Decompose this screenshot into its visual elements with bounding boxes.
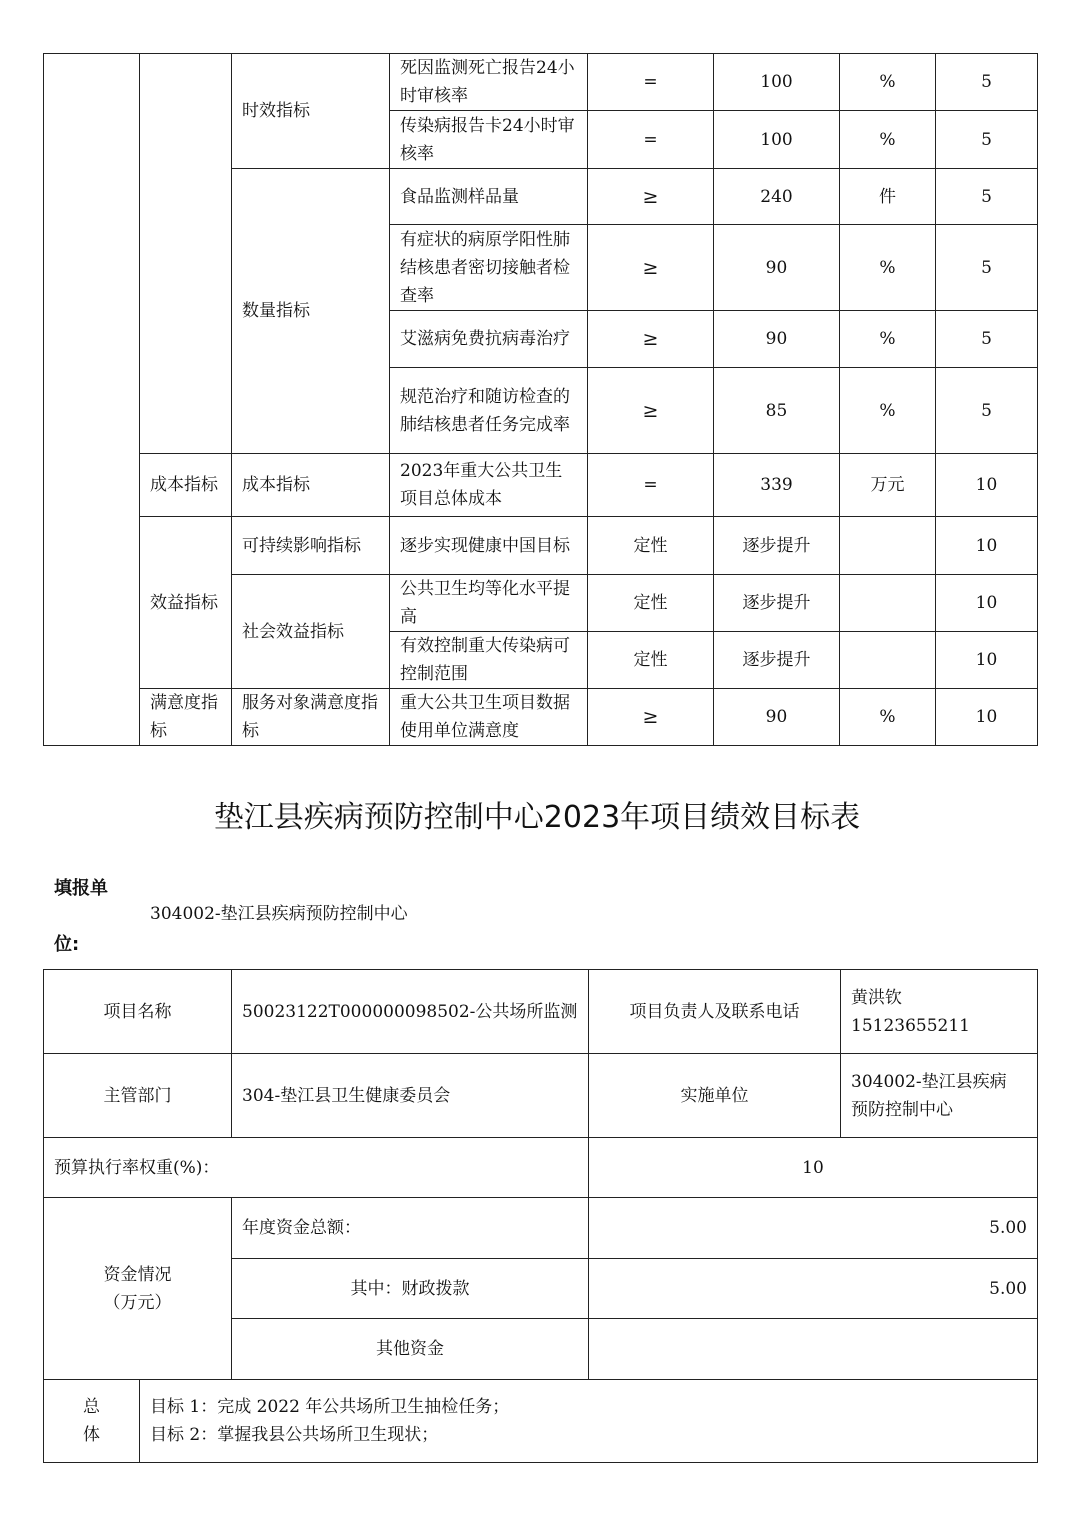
operator: 定性: [588, 632, 714, 689]
other-label: 其他资金: [232, 1319, 589, 1380]
level1-cell: [44, 54, 140, 746]
indicator-name: 重大公共卫生项目数据使用单位满意度: [390, 689, 588, 746]
weight: 5: [936, 169, 1038, 225]
project-form-table: [43, 969, 1038, 1463]
operator: =: [588, 54, 714, 111]
impl-line2: 预防控制中心: [851, 1099, 953, 1120]
unit: %: [840, 54, 936, 111]
unit: 件: [840, 169, 936, 225]
unit: 万元: [840, 454, 936, 517]
impl-label: 实施单位: [589, 1054, 841, 1138]
unit: %: [840, 368, 936, 454]
total-value: 5.00: [589, 1198, 1038, 1259]
target-value: 90: [714, 311, 840, 368]
indicator-table: [43, 53, 1038, 746]
target-value: 逐步提升: [714, 517, 840, 575]
level3-cell: 数量指标: [232, 169, 390, 454]
target-value: 100: [714, 111, 840, 169]
unit: [840, 517, 936, 575]
goal-cell: [140, 1380, 1038, 1463]
operator: ≥: [588, 368, 714, 454]
unit: %: [840, 311, 936, 368]
funds-label-line2: （万元）: [103, 1292, 172, 1313]
dept-value: 304-垫江县卫生健康委员会: [232, 1054, 589, 1138]
indicator-name: 传染病报告卡24小时审核率: [390, 111, 588, 169]
target-value: 90: [714, 689, 840, 746]
target-value: 90: [714, 225, 840, 311]
indicator-name: 有效控制重大传染病可控制范围: [390, 632, 588, 689]
goal-label-line2: 体: [83, 1425, 100, 1445]
indicator-name: 逐步实现健康中国目标: [390, 517, 588, 575]
leader-phone: 15123655211: [851, 1015, 970, 1036]
indicator-name: 公共卫生均等化水平提高: [390, 575, 588, 632]
weight: 5: [936, 54, 1038, 111]
leader-cell: [841, 970, 1038, 1054]
unit-value: 304002-垫江县疾病预防控制中心: [150, 904, 408, 924]
project-name-value: 50023122T000000098502-公共场所监测: [232, 970, 589, 1054]
indicator-name: 食品监测样品量: [390, 169, 588, 225]
goal-label-cell: [44, 1380, 140, 1463]
leader-name: 黄洪钦: [851, 987, 902, 1008]
target-value: 逐步提升: [714, 575, 840, 632]
indicator-name: 规范治疗和随访检查的肺结核患者任务完成率: [390, 368, 588, 454]
weight: 10: [936, 454, 1038, 517]
fiscal-value: 5.00: [589, 1259, 1038, 1319]
funds-label-line1: 资金情况: [103, 1264, 172, 1285]
operator: 定性: [588, 575, 714, 632]
target-value: 100: [714, 54, 840, 111]
goal-label-line1: 总: [83, 1397, 100, 1417]
level3-cell: 服务对象满意度指标: [232, 689, 390, 746]
page-title: 垫江县疾病预防控制中心2023年项目绩效目标表: [213, 800, 861, 835]
operator: ≥: [588, 225, 714, 311]
target-value: 339: [714, 454, 840, 517]
other-value: [589, 1319, 1038, 1380]
unit: [840, 632, 936, 689]
leader-label: 项目负责人及联系电话: [589, 970, 841, 1054]
level3-cell: 成本指标: [232, 454, 390, 517]
weight: 10: [936, 632, 1038, 689]
unit: %: [840, 689, 936, 746]
level2-cell: [140, 54, 232, 454]
unit-label-line2: 位:: [54, 934, 80, 955]
unit: %: [840, 111, 936, 169]
level2-cell: 效益指标: [140, 517, 232, 689]
operator: =: [588, 111, 714, 169]
weight: 10: [936, 689, 1038, 746]
target-value: 240: [714, 169, 840, 225]
weight: 5: [936, 311, 1038, 368]
weight: 10: [936, 517, 1038, 575]
project-name-label: 项目名称: [44, 970, 232, 1054]
goal-1: 目标 1：完成 2022 年公共场所卫生抽检任务；: [150, 1397, 510, 1417]
operator: =: [588, 454, 714, 517]
target-value: 85: [714, 368, 840, 454]
operator: ≥: [588, 311, 714, 368]
impl-line1: 304002-垫江县疾病: [851, 1071, 1007, 1092]
operator: ≥: [588, 169, 714, 225]
indicator-name: 艾滋病免费抗病毒治疗: [390, 311, 588, 368]
budget-weight-label: 预算执行率权重(%)：: [44, 1138, 589, 1198]
weight: 5: [936, 225, 1038, 311]
goal-2: 目标 2：掌握我县公共场所卫生现状；: [150, 1425, 439, 1445]
target-value: 逐步提升: [714, 632, 840, 689]
dept-label: 主管部门: [44, 1054, 232, 1138]
weight: 10: [936, 575, 1038, 632]
impl-cell: [841, 1054, 1038, 1138]
total-label: 年度资金总额：: [232, 1198, 589, 1259]
operator: ≥: [588, 689, 714, 746]
indicator-name: 2023年重大公共卫生项目总体成本: [390, 454, 588, 517]
indicator-name: 有症状的病原学阳性肺结核患者密切接触者检查率: [390, 225, 588, 311]
level3-cell: 可持续影响指标: [232, 517, 390, 575]
operator: 定性: [588, 517, 714, 575]
weight: 5: [936, 111, 1038, 169]
indicator-name: 死因监测死亡报告24小时审核率: [390, 54, 588, 111]
level3-cell: 社会效益指标: [232, 575, 390, 689]
funds-label-cell: [44, 1198, 232, 1380]
unit-label-line1: 填报单: [54, 878, 108, 899]
unit: %: [840, 225, 936, 311]
level2-cell: 成本指标: [140, 454, 232, 517]
level2-cell: 满意度指标: [140, 689, 232, 746]
fiscal-label: 其中：财政拨款: [232, 1259, 589, 1319]
level3-cell: 时效指标: [232, 54, 390, 169]
unit: [840, 575, 936, 632]
budget-weight-value: 10: [589, 1138, 1038, 1198]
weight: 5: [936, 368, 1038, 454]
